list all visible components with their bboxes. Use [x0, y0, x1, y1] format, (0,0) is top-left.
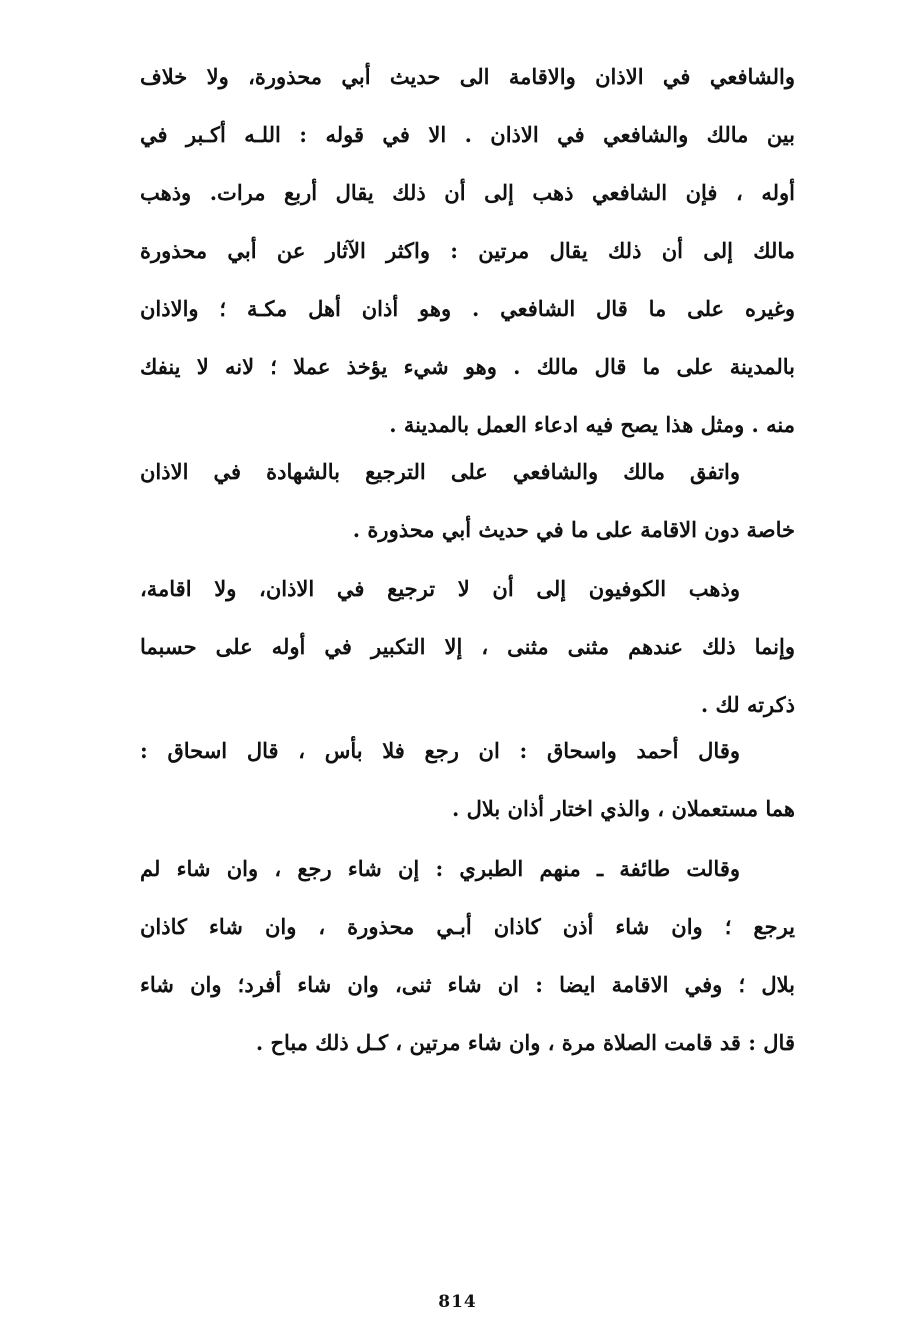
text-line: يرجع ؛ وان شاء أذن كاذان أبـي محذورة ، وان شاء كاذان — [140, 914, 795, 939]
text-line: قال : قد قامت الصلاة مرة ، وان شاء مرتين ، كـل ذلك مباح . — [255, 1030, 795, 1055]
text-line: وغيره على ما قال الشافعي . وهو أذان أهل مكـة ؛ والاذان — [140, 296, 795, 321]
text-line: مالك إلى أن ذلك يقال مرتين : واكثر الآثار عن أبي محذورة — [140, 238, 795, 263]
text-line: بين مالك والشافعي في الاذان . الا في قوله : اللـه أكـبر في — [140, 122, 795, 147]
paragraph — [140, 560, 795, 734]
paragraph — [140, 443, 795, 559]
paragraph — [140, 722, 795, 838]
text-line: واتفق مالك والشافعي على الترجيع بالشهادة في الاذان — [140, 459, 740, 484]
text-line: وقال أحمد واسحاق : ان رجع فلا بأس ، قال اسحاق : — [140, 738, 740, 763]
text-line: وقالت طائفة ـ منهم الطبري : إن شاء رجع ، وان شاء لم — [140, 856, 740, 881]
paragraph — [140, 840, 795, 1072]
text-line: هما مستعملان ، والذي اختار أذان بلال . — [451, 796, 795, 821]
text-line: بلال ؛ وفي الاقامة ايضا : ان شاء ثنى، وان شاء أفرد؛ وان شاء — [140, 972, 795, 997]
text-line: وذهب الكوفيون إلى أن لا ترجيع في الاذان، ولا اقامة، — [140, 576, 740, 601]
paragraph — [140, 48, 795, 454]
text-line: والشافعي في الاذان والاقامة الى حديث أبي محذورة، ولا خلاف — [140, 64, 795, 89]
text-line: بالمدينة على ما قال مالك . وهو شيء يؤخذ عملا ؛ لانه لا ينفك — [140, 354, 795, 379]
text-line: ذكرته لك . — [700, 692, 795, 717]
text-line: منه . ومثل هذا يصح فيه ادعاء العمل بالمدينة . — [389, 412, 795, 437]
page-number: 814 — [438, 1292, 477, 1312]
text-line: أوله ، فإن الشافعي ذهب إلى أن ذلك يقال أربع مرات. وذهب — [140, 180, 795, 205]
text-line: خاصة دون الاقامة على ما في حديث أبي محذورة . — [352, 517, 795, 542]
text-line: وإنما ذلك عندهم مثنى مثنى ، إلا التكبير في أوله على حسبما — [140, 634, 795, 659]
